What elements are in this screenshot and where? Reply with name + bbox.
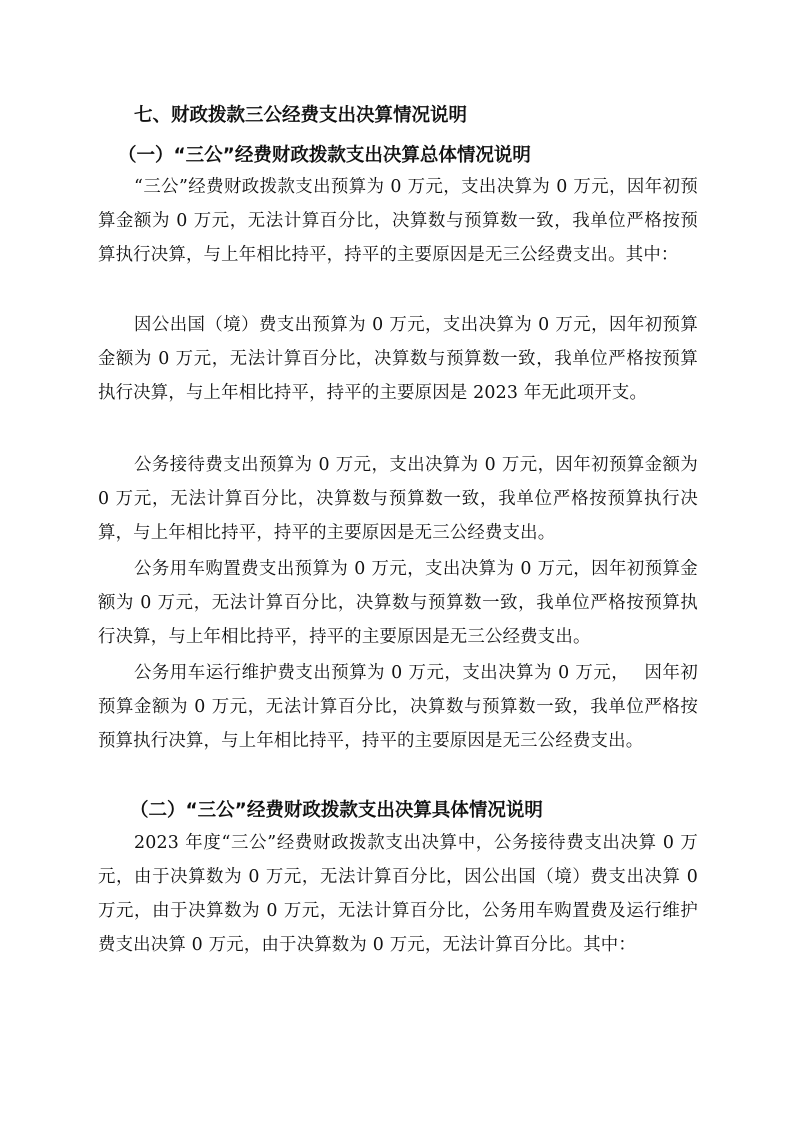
paragraph-overseas-travel: 因公出国（境）费支出预算为 0 万元，支出决算为 0 万元，因年初预算金额为 0 万元，无法计算百分比，决算数与预算数一致，我单位严格按预算执行决算，与上年相比持平，持平的主要原因是 2023 年无此项开支。 xyxy=(98,315,698,403)
paragraph-official-reception: 公务接待费支出预算为 0 万元，支出决算为 0 万元，因年初预算金额为 0 万元，无法计算百分比，决算数与预算数一致，我单位严格按预算执行决算，与上年相比持平，持平的主要原因是无三公经费支出。 xyxy=(98,455,698,543)
paragraph-specific-details: 2023 年度“三公”经费财政拨款支出决算中，公务接待费支出决算 0 万元，由于决算数为 0 万元，无法计算百分比，因公出国（境）费支出决算 0 万元，由于决算数为 0 万元，无法计算百分比，公务用车购置费及运行维护费支出决算 0 万元，由于决算数为 0 万元，无法计算百分比。其中： xyxy=(98,833,698,955)
paragraph-overall-summary: “三公”经费财政拨款支出预算为 0 万元，支出决算为 0 万元，因年初预算金额为 0 万元，无法计算百分比，决算数与预算数一致，我单位严格按预算执行决算，与上年相比持平，持平的主要原因是无三公经费支出。其中： xyxy=(98,177,698,265)
paragraph-vehicle-operation: 公务用车运行维护费支出预算为 0 万元，支出决算为 0 万元， 因年初预算金额为 0 万元，无法计算百分比，决算数与预算数一致，我单位严格按预算执行决算，与上年相比持平，持平的主要原因是无三公经费支出。 xyxy=(98,663,698,751)
section-title: 七、财政拨款三公经费支出决算情况说明 xyxy=(134,105,468,126)
paragraph-vehicle-purchase: 公务用车购置费支出预算为 0 万元，支出决算为 0 万元，因年初预算金额为 0 万元，无法计算百分比，决算数与预算数一致，我单位严格按预算执行决算，与上年相比持平，持平的主要原因是无三公经费支出。 xyxy=(98,559,698,647)
subsection-2-title: （二）“三公”经费财政拨款支出决算具体情况说明 xyxy=(130,800,543,821)
subsection-1-title: （一）“三公”经费财政拨款支出决算总体情况说明 xyxy=(118,145,531,166)
